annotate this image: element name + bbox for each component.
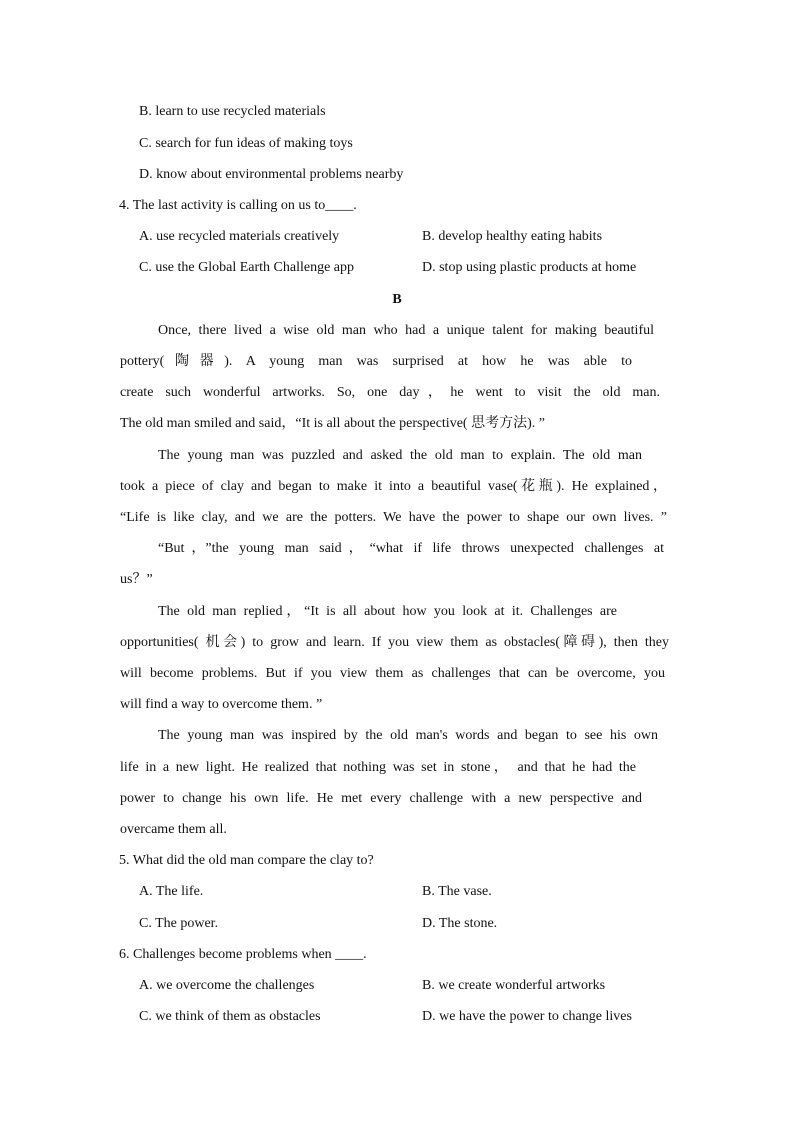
passage-line: life in a new light. He realized that nothing was set in stone， and that he had the [120, 760, 636, 775]
passage-line: “Life is like clay, and we are the potters. We have the power to shape our own lives. ” [120, 510, 667, 525]
passage-line: will find a way to overcome them. ” [120, 697, 323, 712]
question-5-option-a: A. The life. [139, 884, 204, 899]
passage-line: us？” [120, 572, 153, 587]
option-d: D. know about environmental problems nearby [139, 167, 404, 182]
question-5-stem: 5. What did the old man compare the clay to? [119, 853, 374, 868]
passage-line: pottery(陶器). A young man was surprised at how he was able to [120, 354, 632, 369]
passage-line: create such wonderful artworks. So, one day，he went to visit the old man. [120, 385, 660, 400]
question-6-option-d: D. we have the power to change lives [422, 1009, 632, 1024]
question-5-option-d: D. The stone. [422, 916, 498, 931]
question-6-option-c: C. we think of them as obstacles [139, 1009, 321, 1024]
passage-line: took a piece of clay and began to make it into a beautiful vase(花瓶). He explained， [120, 479, 667, 494]
passage-line: “But，”the young man said，“what if life throws unexpected challenges at [158, 541, 664, 556]
passage-line: overcame them all. [120, 822, 227, 837]
passage-line: The old man smiled and said，“It is all about the perspective( 思考方法). ” [120, 416, 545, 431]
option-c: C. search for fun ideas of making toys [139, 136, 353, 151]
question-6-option-a: A. we overcome the challenges [139, 978, 315, 993]
option-b: B. learn to use recycled materials [139, 104, 326, 119]
section-title: B [392, 292, 402, 307]
passage-line: power to change his own life. He met every challenge with a new perspective and [120, 791, 642, 806]
passage-line: will become problems. But if you view them as challenges that can be overcome, you [120, 666, 665, 681]
passage-line: The young man was puzzled and asked the old man to explain. The old man [158, 448, 642, 463]
passage-line: opportunities( 机会) to grow and learn. If you view them as obstacles(障碍), then they [120, 635, 669, 650]
passage-line: The old man replied，“It is all about how you look at it. Challenges are [158, 604, 617, 619]
question-6-option-b: B. we create wonderful artworks [422, 978, 606, 993]
question-5-option-b: B. The vase. [422, 884, 492, 899]
passage-line: Once, there lived a wise old man who had a unique talent for making beautiful [158, 323, 654, 338]
question-4-stem: 4. The last activity is calling on us to____. [119, 198, 357, 213]
question-6-stem: 6. Challenges become problems when ____. [119, 947, 367, 962]
passage-line: The young man was inspired by the old man's words and began to see his own [158, 728, 658, 743]
question-4-option-a: A. use recycled materials creatively [139, 229, 340, 244]
question-5-option-c: C. The power. [139, 916, 219, 931]
question-4-option-d: D. stop using plastic products at home [422, 260, 637, 275]
question-4-option-c: C. use the Global Earth Challenge app [139, 260, 354, 275]
question-4-option-b: B. develop healthy eating habits [422, 229, 603, 244]
